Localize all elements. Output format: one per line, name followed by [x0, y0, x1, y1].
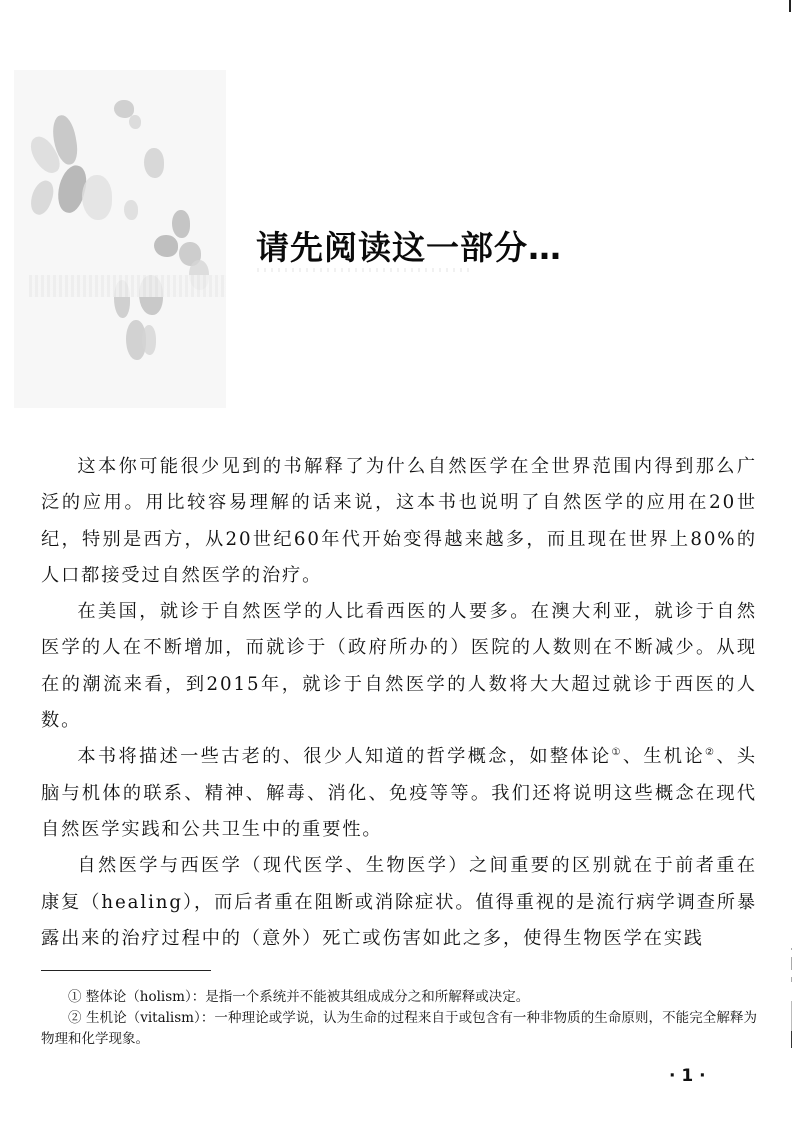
footnote-text-1: 整体论（holism）：是指一个系统并不能被其组成成分之和所解释或决定。	[85, 989, 530, 1005]
paragraph-3-text-a: 本书将描述一些古老的、很少人知道的哲学概念，如整体论	[77, 746, 612, 768]
flower-petal-icon	[124, 200, 138, 220]
scan-margin-marks	[791, 948, 792, 1048]
heading-decoration	[257, 268, 469, 272]
flower-petal-icon	[172, 210, 190, 238]
paragraph-1: 这本你可能很少见到的书解释了为什么自然医学在全世界范围内得到那么广泛的应用。用比较容易理解的话来说，这本书也说明了自然医学的应用在20世纪，特别是西方，从20世纪60年代开始变得越来越多，而且现在世界上80%的人口都接受过自然医学的治疗。	[41, 456, 757, 586]
flower-petal-icon	[142, 325, 156, 355]
chapter-heading: 请先阅读这一部分…	[256, 228, 562, 267]
decorative-band	[29, 275, 226, 297]
decorative-flower-illustration	[14, 70, 226, 408]
footnote-ref-1[interactable]: ①	[611, 747, 623, 759]
footnote-1	[41, 987, 757, 1008]
footnote-divider	[41, 970, 211, 971]
paragraph-3-text-b: 、生机论	[622, 746, 706, 768]
flower-petal-icon	[82, 175, 112, 220]
footnote-text-2: 生机论（vitalism）：一种理论或学说，认为生命的过程来自于或包含有一种非物质的生命原则，不能完全解释为物理和化学现象。	[41, 1010, 758, 1047]
footnote-marker-1: ①	[68, 989, 82, 1005]
paragraph-3	[41, 739, 757, 848]
flower-petal-icon	[154, 235, 178, 257]
paragraph-3-text-c: 、头脑与机体的联系、精神、解毒、消化、免疫等等。我们还将说明这些概念在现代自然医学实践和公共卫生中的重要性。	[41, 746, 757, 840]
page-number: · 1 ·	[669, 1066, 706, 1086]
flower-petal-icon	[144, 148, 164, 178]
footnote-ref-2[interactable]: ②	[705, 747, 717, 759]
paragraph-2: 在美国，就诊于自然医学的人比看西医的人要多。在澳大利亚，就诊于自然医学的人在不断增加，而就诊于（政府所办的）医院的人数则在不断减少。从现在的潮流来看，到2015年，就诊于自然医学的人数将大大超过就诊于西医的人数。	[41, 601, 757, 732]
body-text	[41, 449, 757, 957]
flower-petal-icon	[27, 178, 58, 218]
scan-edge-mark	[789, 0, 791, 12]
flower-petal-icon	[129, 115, 141, 129]
footnote-marker-2: ②	[68, 1010, 82, 1026]
footnote-2	[41, 1008, 757, 1050]
footnotes	[41, 987, 757, 1050]
paragraph-4: 自然医学与西医学（现代医学、生物医学）之间重要的区别就在于前者重在康复（healing），而后者重在阻断或消除症状。值得重视的是流行病学调查所暴露出来的治疗过程中的（意外）死亡或伤害如此之多，使得生物医学在实践	[41, 855, 757, 949]
